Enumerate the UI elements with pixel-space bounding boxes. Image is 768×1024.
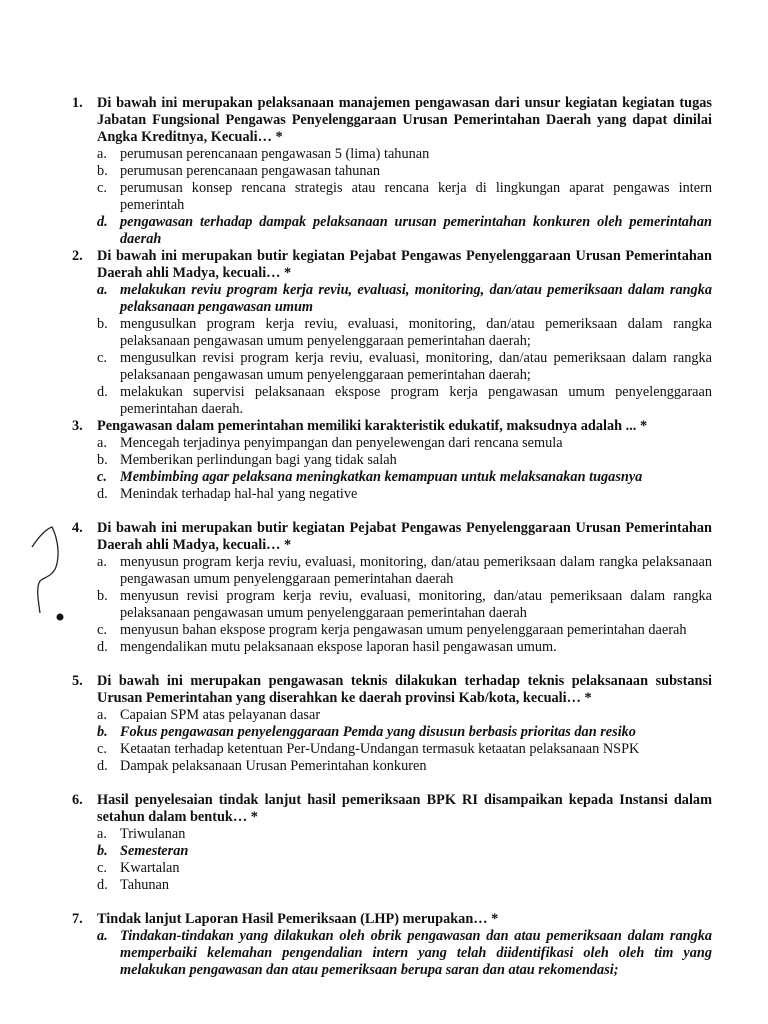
question-number: 7.: [72, 911, 83, 927]
question-text: Di bawah ini merupakan butir kegiatan Pejabat Pengawas Penyelenggaraan Urusan Pemerintahan Daerah ahli Madya, kecuali… *: [97, 520, 712, 553]
option-letter: a.: [97, 282, 108, 298]
option-letter: c.: [97, 741, 107, 757]
option-letter: d.: [97, 758, 108, 774]
answer-option: [97, 758, 712, 775]
answer-option: [97, 146, 712, 163]
option-text: menyusun bahan ekspose program kerja pengawasan umum penyelenggaraan pemerintahan daerah: [120, 622, 687, 638]
answer-option: [97, 282, 712, 316]
option-letter: a.: [97, 928, 108, 944]
option-text: melakukan reviu program kerja reviu, evaluasi, monitoring, dan/atau pemeriksaan dalam rangka pelaksanaan pengawasan umum: [120, 282, 712, 315]
option-text: Tindakan-tindakan yang dilakukan oleh obrik pengawasan dan atau pemeriksaan dalam rangka memperbaiki kelemahan pengendalian intern yang telah diidentifikasi oleh oleh tim yang melakukan pengawasan dan atau pemeriksaan berupa saran dan atau rekomendasi;: [120, 928, 712, 978]
answer-option: [97, 486, 712, 503]
answer-option: [97, 622, 712, 639]
question-stem: [72, 792, 712, 826]
option-text: Dampak pelaksanaan Urusan Pemerintahan konkuren: [120, 758, 427, 774]
option-letter: a.: [97, 554, 107, 570]
quiz-document: [72, 95, 712, 979]
question-text: Pengawasan dalam pemerintahan memiliki karakteristik edukatif, maksudnya adalah ... *: [97, 418, 648, 434]
option-text: Triwulanan: [120, 826, 186, 842]
question-1: [72, 95, 712, 248]
question-number: 3.: [72, 418, 83, 434]
answer-option: [97, 928, 712, 979]
option-text: Ketaatan terhadap ketentuan Per-Undang-Undangan termasuk ketaatan pelaksanaan NSPK: [120, 741, 640, 757]
option-text: Mencegah terjadinya penyimpangan dan penyelewengan dari rencana semula: [120, 435, 563, 451]
option-letter: d.: [97, 384, 108, 400]
question-text: Di bawah ini merupakan pelaksanaan manajemen pengawasan dari unsur kegiatan kegiatan tugas Jabatan Fungsional Pengawas Penyelenggaraan Urusan Pemerintahan Daerah yang dapat dinilai Angka Kreditnya, Kecuali… *: [97, 95, 712, 145]
question-stem: [72, 248, 712, 282]
option-text: melakukan supervisi pelaksanaan ekspose program kerja pengawasan umum penyelenggaraan pemerintahan daerah.: [120, 384, 712, 417]
option-text: Tahunan: [120, 877, 170, 893]
question-text: Tindak lanjut Laporan Hasil Pemeriksaan (LHP) merupakan… *: [97, 911, 499, 927]
option-letter: d.: [97, 877, 108, 893]
answer-option: [97, 469, 712, 486]
question-number: 6.: [72, 792, 83, 808]
option-text: mengusulkan program kerja reviu, evaluasi, monitoring, dan/atau pemeriksaan dalam rangka pelaksanaan pengawasan umum penyelenggaraan pemerintahan daerah;: [120, 316, 712, 349]
answer-option: [97, 554, 712, 588]
option-letter: a.: [97, 826, 107, 842]
option-letter: c.: [97, 180, 107, 196]
option-text: mengendalikan mutu pelaksanaan ekspose laporan hasil pengawasan umum.: [120, 639, 557, 655]
question-4: [72, 520, 712, 656]
answer-option: [97, 163, 712, 180]
option-letter: c.: [97, 622, 107, 638]
answer-option: [97, 452, 712, 469]
answer-option: [97, 639, 712, 656]
answer-option: [97, 214, 712, 248]
answer-option: [97, 877, 712, 894]
option-letter: c.: [97, 469, 107, 485]
option-letter: a.: [97, 707, 107, 723]
question-text: Di bawah ini merupakan pengawasan teknis dilakukan terhadap teknis pelaksanaan substansi Urusan Pemerintahan yang diserahkan ke daerah provinsi Kab/kota, kecuali… *: [97, 673, 712, 706]
option-text: Capaian SPM atas pelayanan dasar: [120, 707, 321, 723]
answer-option: [97, 316, 712, 350]
option-text: Semesteran: [120, 843, 189, 859]
answer-option: [97, 826, 712, 843]
question-6: [72, 792, 712, 894]
question-number: 4.: [72, 520, 83, 536]
option-text: Fokus pengawasan penyelenggaraan Pemda yang disusun berbasis prioritas dan resiko: [120, 724, 636, 740]
answer-option: [97, 180, 712, 214]
option-letter: d.: [97, 486, 108, 502]
question-stem: [72, 673, 712, 707]
question-stem: [72, 520, 712, 554]
option-letter: c.: [97, 350, 107, 366]
option-letter: a.: [97, 146, 107, 162]
option-letter: a.: [97, 435, 107, 451]
question-number: 1.: [72, 95, 83, 111]
question-2: [72, 248, 712, 418]
option-text: mengusulkan revisi program kerja reviu, evaluasi, monitoring, dan/atau pemeriksaan dalam rangka pelaksanaan pengawasan umum penyelenggaraan pemerintahan daerah;: [120, 350, 712, 383]
option-letter: d.: [97, 639, 108, 655]
option-text: Memberikan perlindungan bagi yang tidak salah: [120, 452, 397, 468]
answer-option: [97, 588, 712, 622]
question-3: [72, 418, 712, 503]
answer-option: [97, 350, 712, 384]
answer-option: [97, 707, 712, 724]
question-stem: [72, 418, 712, 435]
question-text: Hasil penyelesaian tindak lanjut hasil pemeriksaan BPK RI disampaikan kepada Instansi dalam setahun dalam bentuk… *: [97, 792, 712, 825]
answer-option: [97, 384, 712, 418]
option-letter: b.: [97, 316, 108, 332]
option-text: pengawasan terhadap dampak pelaksanaan urusan pemerintahan konkuren oleh pemerintahan daerah: [120, 214, 712, 247]
option-text: perumusan perencanaan pengawasan 5 (lima) tahunan: [120, 146, 430, 162]
question-number: 2.: [72, 248, 83, 264]
question-5: [72, 673, 712, 775]
question-number: 5.: [72, 673, 83, 689]
question-stem: [72, 911, 712, 928]
option-text: Kwartalan: [120, 860, 180, 876]
option-text: menyusun revisi program kerja reviu, evaluasi, monitoring, dan/atau pemeriksaan dalam rangka pelaksanaan pengawasan umum penyelenggaraan pemerintahan daerah: [120, 588, 712, 621]
question-7: [72, 911, 712, 979]
answer-option: [97, 435, 712, 452]
option-letter: d.: [97, 214, 108, 230]
option-text: Membimbing agar pelaksana meningkatkan kemampuan untuk melaksanakan tugasnya: [120, 469, 643, 485]
option-letter: b.: [97, 163, 108, 179]
option-letter: b.: [97, 588, 108, 604]
option-text: perumusan konsep rencana strategis atau rencana kerja di lingkungan aparat pengawas intern pemerintah: [120, 180, 712, 213]
option-text: menyusun program kerja reviu, evaluasi, monitoring, dan/atau pemeriksaan dalam rangka pelaksanaan pengawasan umum penyelenggaraan pemerintahan daerah: [120, 554, 712, 587]
question-stem: [72, 95, 712, 146]
question-text: Di bawah ini merupakan butir kegiatan Pejabat Pengawas Penyelenggaraan Urusan Pemerintahan Daerah ahli Madya, kecuali… *: [97, 248, 712, 281]
answer-option: [97, 860, 712, 877]
option-letter: c.: [97, 860, 107, 876]
option-text: perumusan perencanaan pengawasan tahunan: [120, 163, 381, 179]
option-letter: b.: [97, 843, 108, 859]
option-letter: b.: [97, 452, 108, 468]
answer-option: [97, 741, 712, 758]
option-letter: b.: [97, 724, 108, 740]
answer-option: [97, 724, 712, 741]
answer-option: [97, 843, 712, 860]
option-text: Menindak terhadap hal-hal yang negative: [120, 486, 358, 502]
